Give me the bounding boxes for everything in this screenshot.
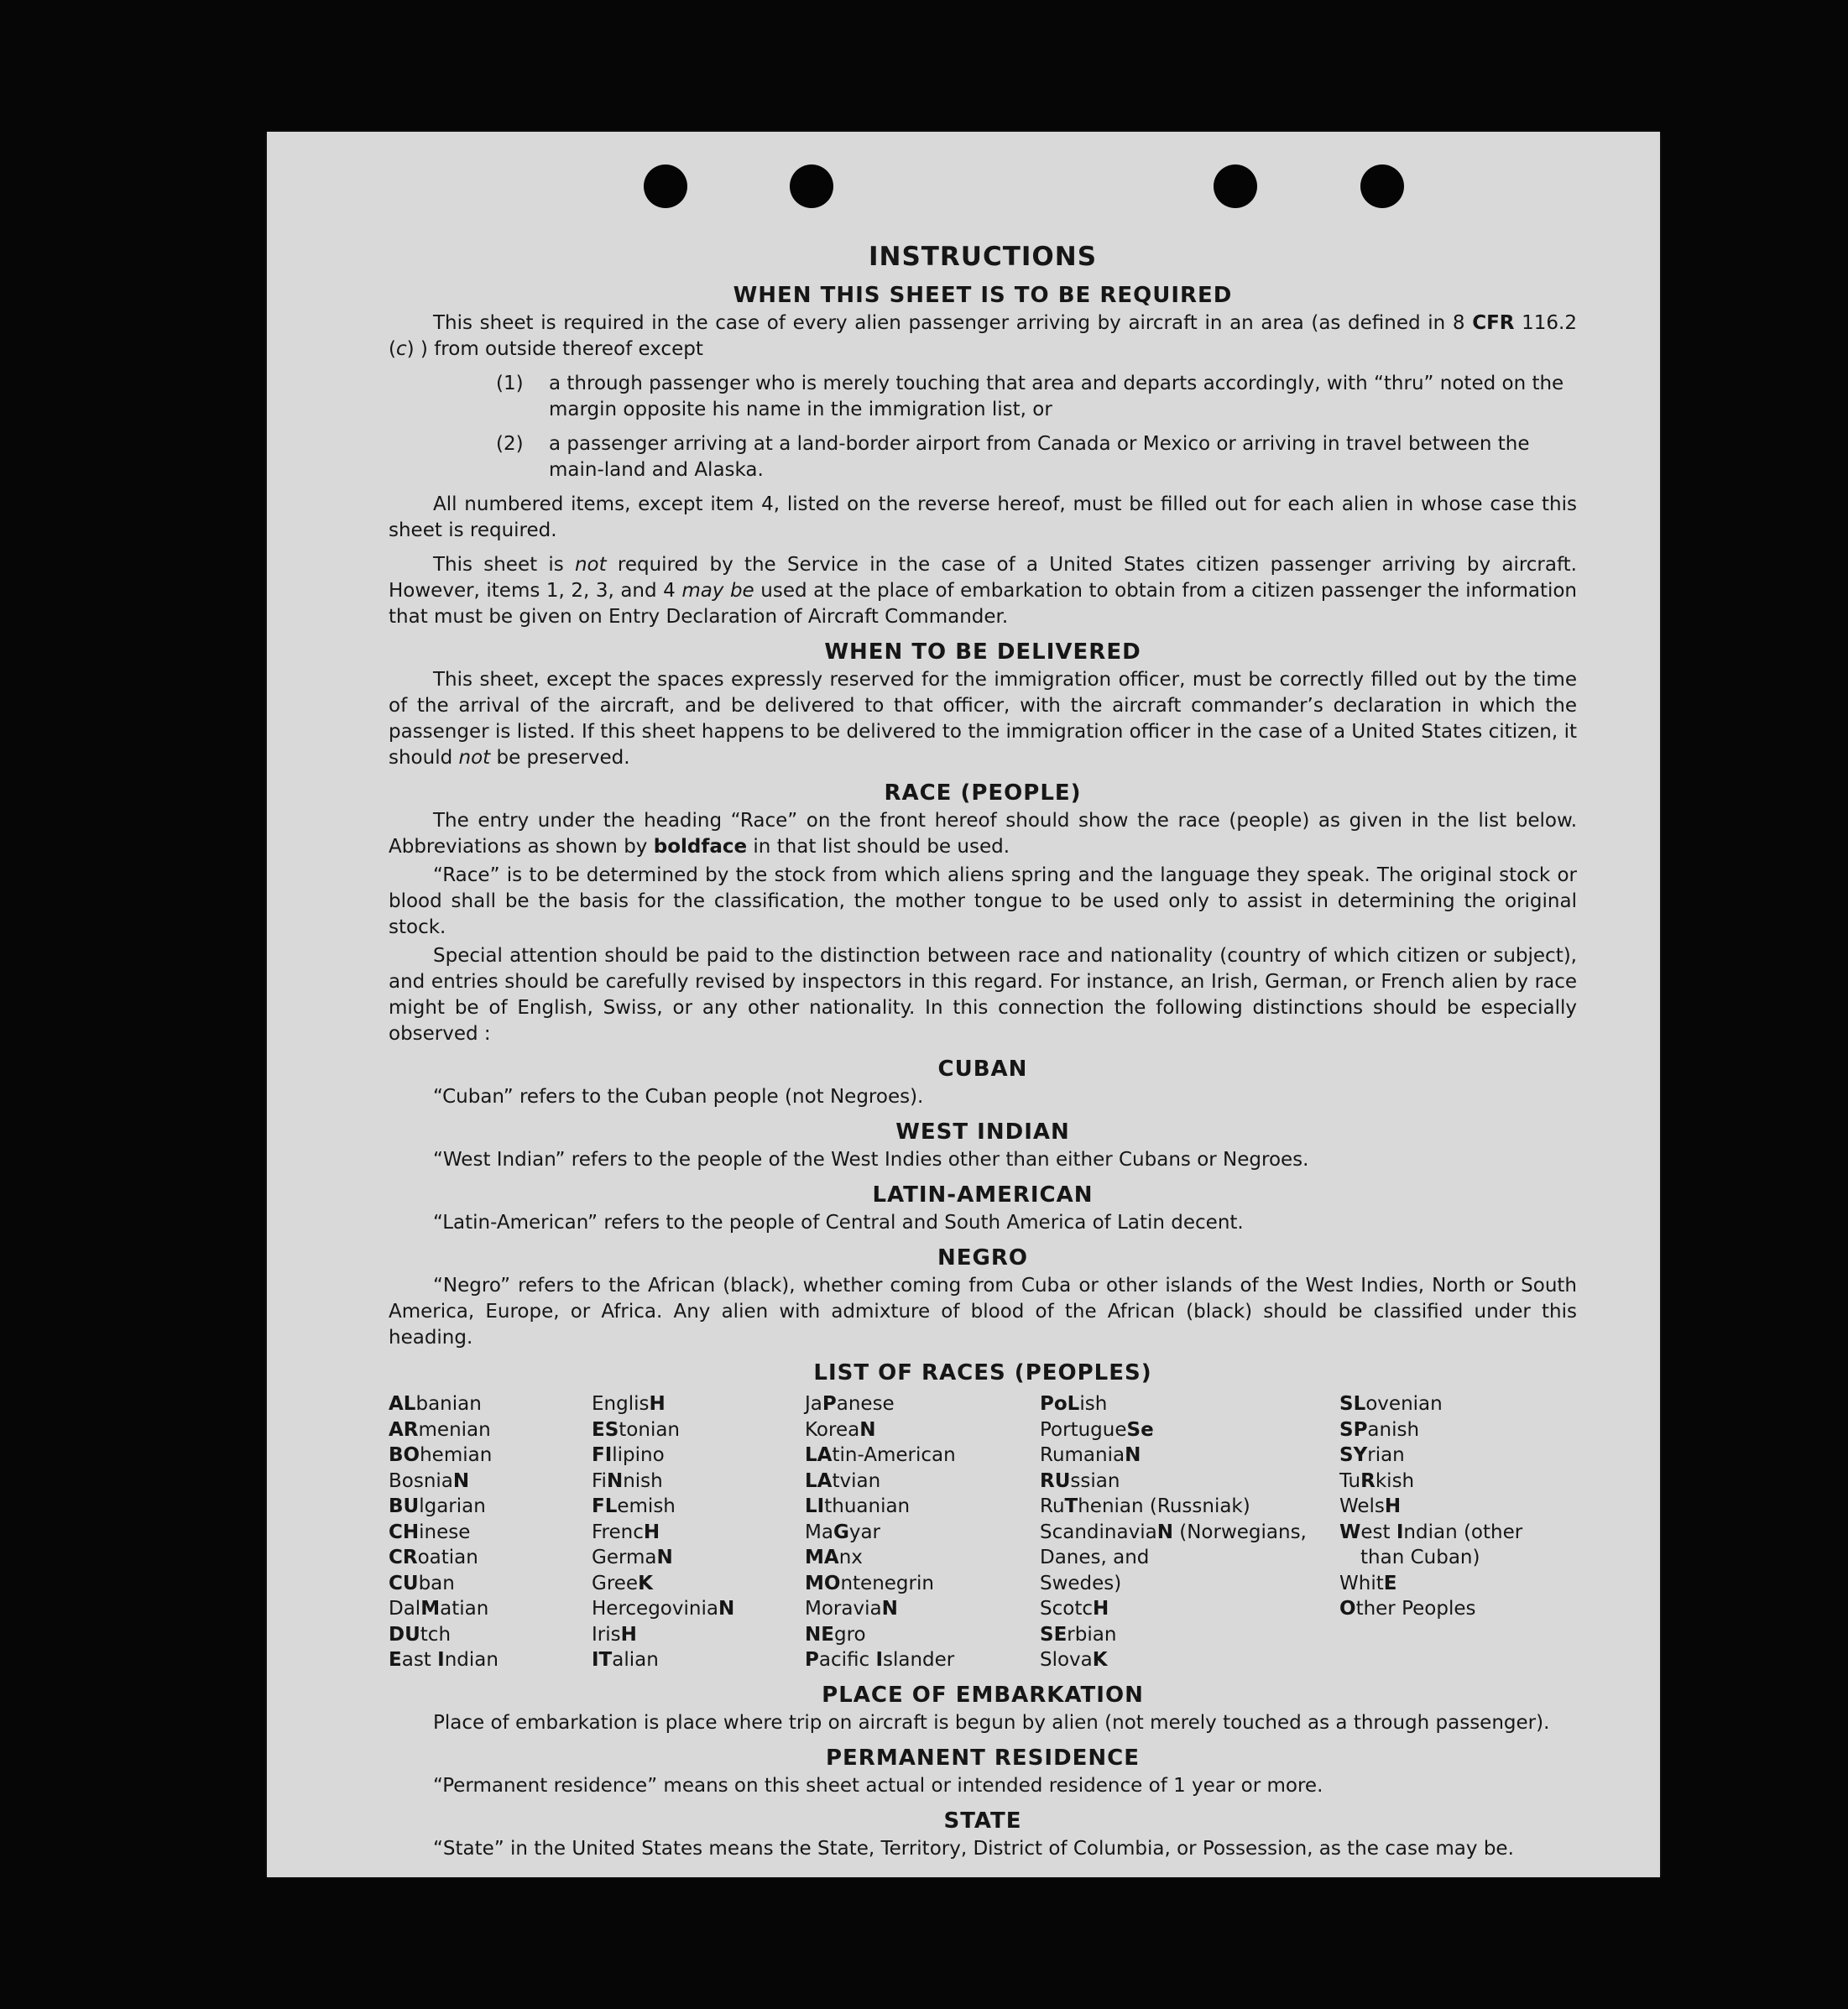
race-entry: DUtch — [389, 1623, 452, 1646]
citizen-paragraph: This sheet is not required by the Service in the case of a United States citizen passenger arriving by aircraft. However, items 1, 2, 3, and 4 may be used at the place of embarkation to obtain from a citizen passenger the information that must be given on Entry Declaration of Aircraft Commander. — [389, 554, 1578, 628]
race-entry: Swedes) — [1040, 1572, 1122, 1594]
race-entry: NEgro — [805, 1623, 866, 1646]
race-entry: LAtvian — [805, 1469, 881, 1492]
item-text: a through passenger who is merely touching that area and departs accordingly, with “thru” noted on the margin opposite his name in the immigration list, or — [549, 373, 1564, 420]
section-heading-state: STATE — [943, 1808, 1022, 1834]
race-entry: RUssian — [1040, 1469, 1120, 1492]
race-entry: Other Peoples — [1339, 1598, 1476, 1620]
races-column — [1339, 1391, 1558, 1673]
race-entry: PortugueSe — [1040, 1418, 1154, 1441]
race-entry: IrisH — [592, 1623, 637, 1646]
section-heading-embarkation: PLACE OF EMBARKATION — [822, 1682, 1144, 1708]
race-entry: WhitE — [1339, 1572, 1397, 1594]
section-heading-races-list: LIST OF RACES (PEOPLES) — [813, 1360, 1152, 1385]
race-entry: DalMatian — [389, 1598, 489, 1620]
race-paragraph-3: Special attention should be paid to the distinction between race and nationality (country of which citizen or subject), and entries should be carefully revised by inspectors in this regard. For instance, an Irish, German, or French alien by race might be of English, Swiss, or any other nationality. In this connection the following distinctions should be especially observed : — [389, 945, 1577, 1045]
item-text: a passenger arriving at a land-border airport from Canada or Mexico or arriving in travel between the main-land and Alaska. — [549, 433, 1530, 481]
race-entry: EnglisH — [592, 1393, 666, 1415]
race-entry: GreeK — [592, 1572, 653, 1594]
race-entry: LIthuanian — [805, 1495, 911, 1517]
race-entry: CUban — [389, 1572, 455, 1594]
race-entry: ITalian — [592, 1649, 659, 1671]
race-entry: Danes, and — [1040, 1547, 1150, 1568]
race-entry: FiNnish — [592, 1469, 663, 1492]
race-entry: ScandinaviaN (Norwegians, — [1040, 1521, 1307, 1543]
race-entry: CHinese — [389, 1521, 471, 1543]
punch-hole — [790, 164, 833, 208]
races-column — [805, 1391, 1040, 1673]
negro-paragraph: “Negro” refers to the African (black), whether coming from Cuba or other islands of the West Indies, North or South America, Europe, or Africa. Any alien with admixture of blood of the African (black) should be classified under this heading. — [389, 1275, 1577, 1349]
race-entry: SErbian — [1040, 1623, 1117, 1646]
section-heading-negro: NEGRO — [937, 1245, 1028, 1271]
section-heading-latin-american: LATIN-AMERICAN — [872, 1182, 1094, 1208]
race-paragraph-1: The entry under the heading “Race” on the front hereof should show the race (people) as given in the list below. Abbreviations as shown by boldface in that list should be used. — [389, 810, 1577, 858]
race-entry: JaPanese — [805, 1393, 895, 1415]
race-entry: ALbanian — [389, 1393, 482, 1415]
west-indian-paragraph: “West Indian” refers to the people of the West Indies other than either Cubans or Negroes. — [433, 1149, 1309, 1171]
race-entry: ARmenian — [389, 1418, 491, 1441]
punch-hole — [1360, 164, 1404, 208]
race-entry: than Cuban) — [1360, 1547, 1480, 1568]
section-heading-residence: PERMANENT RESIDENCE — [825, 1745, 1141, 1771]
punch-hole — [644, 164, 687, 208]
races-column — [1040, 1391, 1339, 1673]
race-entry: GermaN — [592, 1547, 673, 1568]
race-entry: East Indian — [389, 1649, 499, 1671]
race-entry: FLemish — [592, 1495, 676, 1517]
section-heading-west-indian: WEST INDIAN — [895, 1119, 1070, 1145]
race-entry: LAtin-American — [805, 1444, 956, 1466]
item-number: (1) — [496, 373, 524, 394]
state-paragraph: “State” in the United States means the State, Territory, District of Columbia, or Possession, as the case may be. — [433, 1837, 1514, 1860]
embarkation-paragraph: Place of embarkation is place where trip on aircraft is begun by alien (not merely touched as a through passenger). — [433, 1711, 1550, 1734]
delivered-paragraph: This sheet, except the spaces expressly reserved for the immigration officer, must be correctly filled out by the time of the arrival of the aircraft, and be delivered to that officer, with the aircraft commander’s declaration in which the passenger is listed. If this sheet happens to be delivered to the immigration officer in the case of a United States citizen, it should not be preserved. — [389, 669, 1577, 769]
race-entry: ScotcH — [1040, 1598, 1109, 1620]
race-entry: HercegoviniaN — [592, 1598, 735, 1620]
numbered-items-paragraph: All numbered items, except item 4, listed on the reverse hereof, must be filled out for each alien in whose case this sheet is required. — [389, 493, 1577, 541]
race-entry: PoLish — [1040, 1393, 1108, 1415]
race-entry: CRoatian — [389, 1547, 478, 1568]
race-paragraph-2: “Race” is to be determined by the stock from which aliens spring and the language they speak. The original stock or blood shall be the basis for the classification, the mother tongue to be used only to assist in determining the original stock. — [389, 864, 1577, 938]
cuban-paragraph: “Cuban” refers to the Cuban people (not Negroes). — [433, 1086, 924, 1108]
exception-item-1 — [496, 371, 1577, 423]
section-heading-delivered: WHEN TO BE DELIVERED — [824, 639, 1141, 665]
race-entry: BOhemian — [389, 1444, 493, 1466]
race-entry: West Indian (other — [1339, 1521, 1523, 1543]
latin-american-paragraph: “Latin-American” refers to the people of Central and South America of Latin decent. — [433, 1212, 1244, 1234]
race-entry: MaGyar — [805, 1521, 881, 1543]
exception-item-2 — [496, 431, 1577, 483]
race-entry: FIlipino — [592, 1444, 665, 1466]
race-entry: SlovaK — [1040, 1649, 1108, 1671]
section-heading-race: RACE (PEOPLE) — [884, 780, 1082, 806]
race-entry: KoreaN — [805, 1418, 876, 1441]
race-entry: MOntenegrin — [805, 1572, 934, 1594]
race-entry: SLovenian — [1339, 1393, 1443, 1415]
race-entry: MAnx — [805, 1547, 863, 1568]
race-entry: MoraviaN — [805, 1598, 898, 1620]
race-entry: RuThenian (Russniak) — [1040, 1495, 1250, 1517]
race-entry: BosniaN — [389, 1469, 470, 1492]
race-entry: Pacific Islander — [805, 1649, 955, 1671]
races-column — [592, 1391, 805, 1673]
race-entry: RumaniaN — [1040, 1444, 1141, 1466]
page-title: INSTRUCTIONS — [868, 242, 1098, 272]
item-number: (2) — [496, 433, 524, 455]
races-list — [389, 1391, 1577, 1673]
race-entry: SPanish — [1339, 1418, 1420, 1441]
race-entry: TuRkish — [1339, 1469, 1415, 1492]
race-entry: WelsH — [1339, 1495, 1402, 1517]
section-heading-required: WHEN THIS SHEET IS TO BE REQUIRED — [733, 283, 1233, 308]
instructions-body — [389, 237, 1577, 1862]
required-intro: This sheet is required in the case of every alien passenger arriving by aircraft in an area (as defined in 8 CFR 116.2 (c) ) from outside thereof except — [389, 312, 1577, 360]
residence-paragraph: “Permanent residence” means on this sheet actual or intended residence of 1 year or more. — [433, 1774, 1323, 1797]
races-column — [389, 1391, 592, 1673]
race-entry: FrencH — [592, 1521, 660, 1543]
race-entry: EStonian — [592, 1418, 681, 1441]
race-entry: BUlgarian — [389, 1495, 486, 1517]
section-heading-cuban: CUBAN — [937, 1057, 1028, 1082]
punch-hole — [1214, 164, 1257, 208]
race-entry: SYrian — [1339, 1444, 1405, 1466]
